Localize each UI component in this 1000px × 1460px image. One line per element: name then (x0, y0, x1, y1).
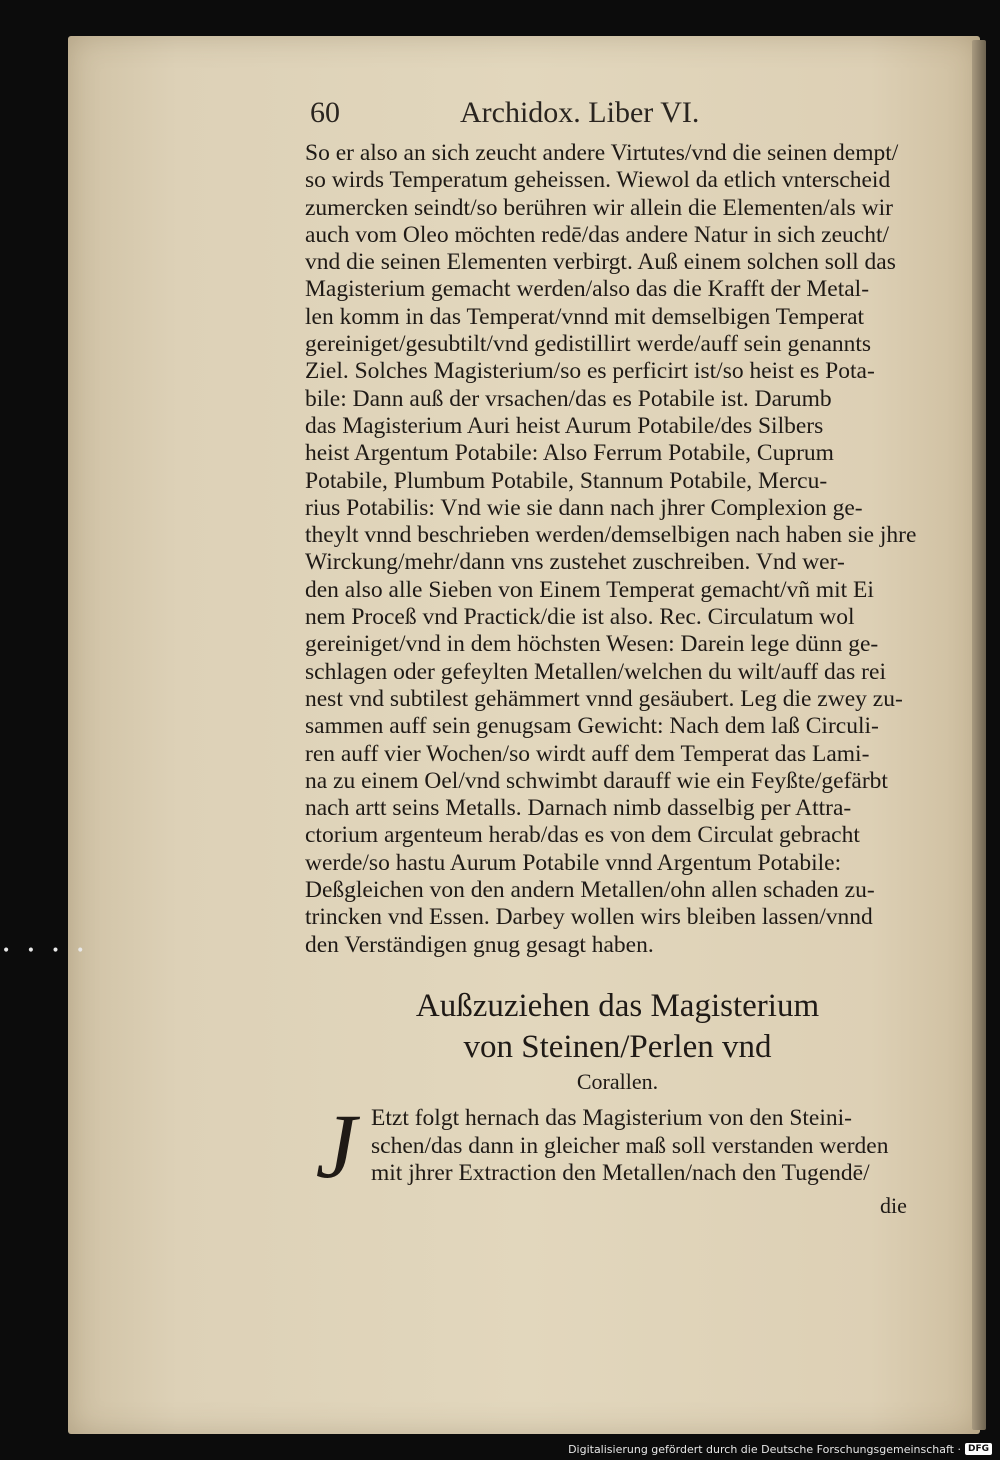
text-line: ctorium argenteum herab/das es von dem Circulat gebracht (305, 822, 860, 849)
running-title: Archidox. Liber VI. (460, 96, 700, 129)
text-line: den also alle Sieben von Einem Temperat gemacht/vñ mit Ei (305, 576, 874, 603)
page-edge (972, 40, 986, 1430)
text-line: bile: Dann auß der vrsachen/das es Potabile ist. Darumb (305, 385, 832, 412)
dfg-logo-icon: DFG (965, 1443, 992, 1455)
catchword: die (880, 1193, 907, 1218)
intro-line: mit jhrer Extraction den Metallen/nach den Tugendē/ (371, 1160, 870, 1186)
heading-line-2: von Steinen/Perlen vnd (463, 1029, 772, 1065)
footer-credit (568, 1440, 992, 1458)
text-line: len komm in das Temperat/vnnd mit demselbigen Temperat (305, 303, 865, 330)
text-line: Deßgleichen von den andern Metallen/ohn allen schaden zu- (305, 877, 875, 904)
body-text (305, 140, 930, 959)
heading-line-3: Corallen. (576, 1069, 659, 1094)
text-line: den Verständigen gnug gesagt haben. (305, 931, 654, 958)
text-line: na zu einem Oel/vnd schwimbt darauff wie ein Feyßte/gefärbt (305, 767, 888, 794)
intro-line: Etzt folgt hernach das Magisterium von den Steini- (371, 1105, 852, 1131)
text-line: das Magisterium Auri heist Aurum Potabile/des Silbers (305, 412, 824, 439)
text-line: vnd die seinen Elementen verbirgt. Auß einem solchen soll das (305, 249, 896, 276)
text-line: Ziel. Solches Magisterium/so es perficirt ist/so heist es Pota- (305, 358, 875, 385)
text-line: sammen auff sein genugsam Gewicht: Nach dem laß Circuli- (305, 713, 879, 740)
text-line: Wirckung/mehr/dann vns zustehet zuschreiben. Vnd wer- (305, 549, 845, 576)
text-line: heist Argentum Potabile: Also Ferrum Potabile, Cuprum (305, 440, 834, 467)
text-line: gereiniget/vnd in dem höchsten Wesen: Darein lege dünn ge- (305, 631, 879, 658)
footer-credit-text: Digitalisierung gefördert durch die Deutsche Forschungsgemeinschaft · (568, 1442, 961, 1456)
text-line: theylt vnnd beschrieben werden/demselbigen nach haben sie jhre (305, 522, 917, 549)
text-line: schlagen oder gefeylten Metallen/welchen du wilt/auff das rei (305, 658, 886, 685)
section-intro (305, 1095, 930, 1197)
text-line: zumercken seindt/so berühren wir allein die Elementen/als wir (305, 194, 893, 221)
text-line: nest vnd subtilest gehämmert vnnd gesäubert. Leg die zwey zu- (305, 685, 903, 712)
text-line: So er also an sich zeucht andere Virtutes/vnd die seinen dempt/ (305, 140, 899, 166)
text-line: auch vom Oleo möchten redē/das andere Natur in sich zeucht/ (305, 221, 890, 248)
text-line: rius Potabilis: Vnd wie sie dann nach jhrer Complexion ge- (305, 494, 863, 521)
intro-line: schen/das dann in gleicher maß soll verstanden werden (371, 1132, 889, 1159)
margin-dots: • • • • (2, 943, 91, 959)
text-line: gereiniget/gesubtilt/vnd gedistillirt werde/auff sein genannts (305, 331, 872, 358)
text-line: Magisterium gemacht werden/also das die Krafft der Metal- (305, 276, 870, 303)
text-line: nach artt seins Metalls. Darnach nimb dasselbig per Attra- (305, 795, 852, 822)
heading-line-1: Außzuziehen das Magisterium (415, 988, 820, 1024)
section-heading (305, 985, 930, 1097)
text-line: trincken vnd Essen. Darbey wollen wirs bleiben lassen/vnnd (305, 904, 873, 931)
text-line: werde/so hastu Aurum Potabile vnnd Argentum Potabile: (305, 849, 842, 876)
text-line: so wirds Temperatum geheissen. Wiewol da etlich vnterscheid (305, 167, 891, 194)
page-number: 60 (310, 96, 340, 129)
text-line: nem Proceß vnd Practick/die ist also. Rec. Circulatum wol (305, 604, 855, 631)
text-line: ren auff vier Wochen/so wirdt auff dem Temperat das Lami- (305, 740, 870, 767)
running-header (310, 96, 930, 136)
drop-cap: J (315, 1095, 357, 1197)
intro-lines (305, 1095, 930, 1197)
text-line: Potabile, Plumbum Potabile, Stannum Potabile, Mercu- (305, 467, 828, 494)
